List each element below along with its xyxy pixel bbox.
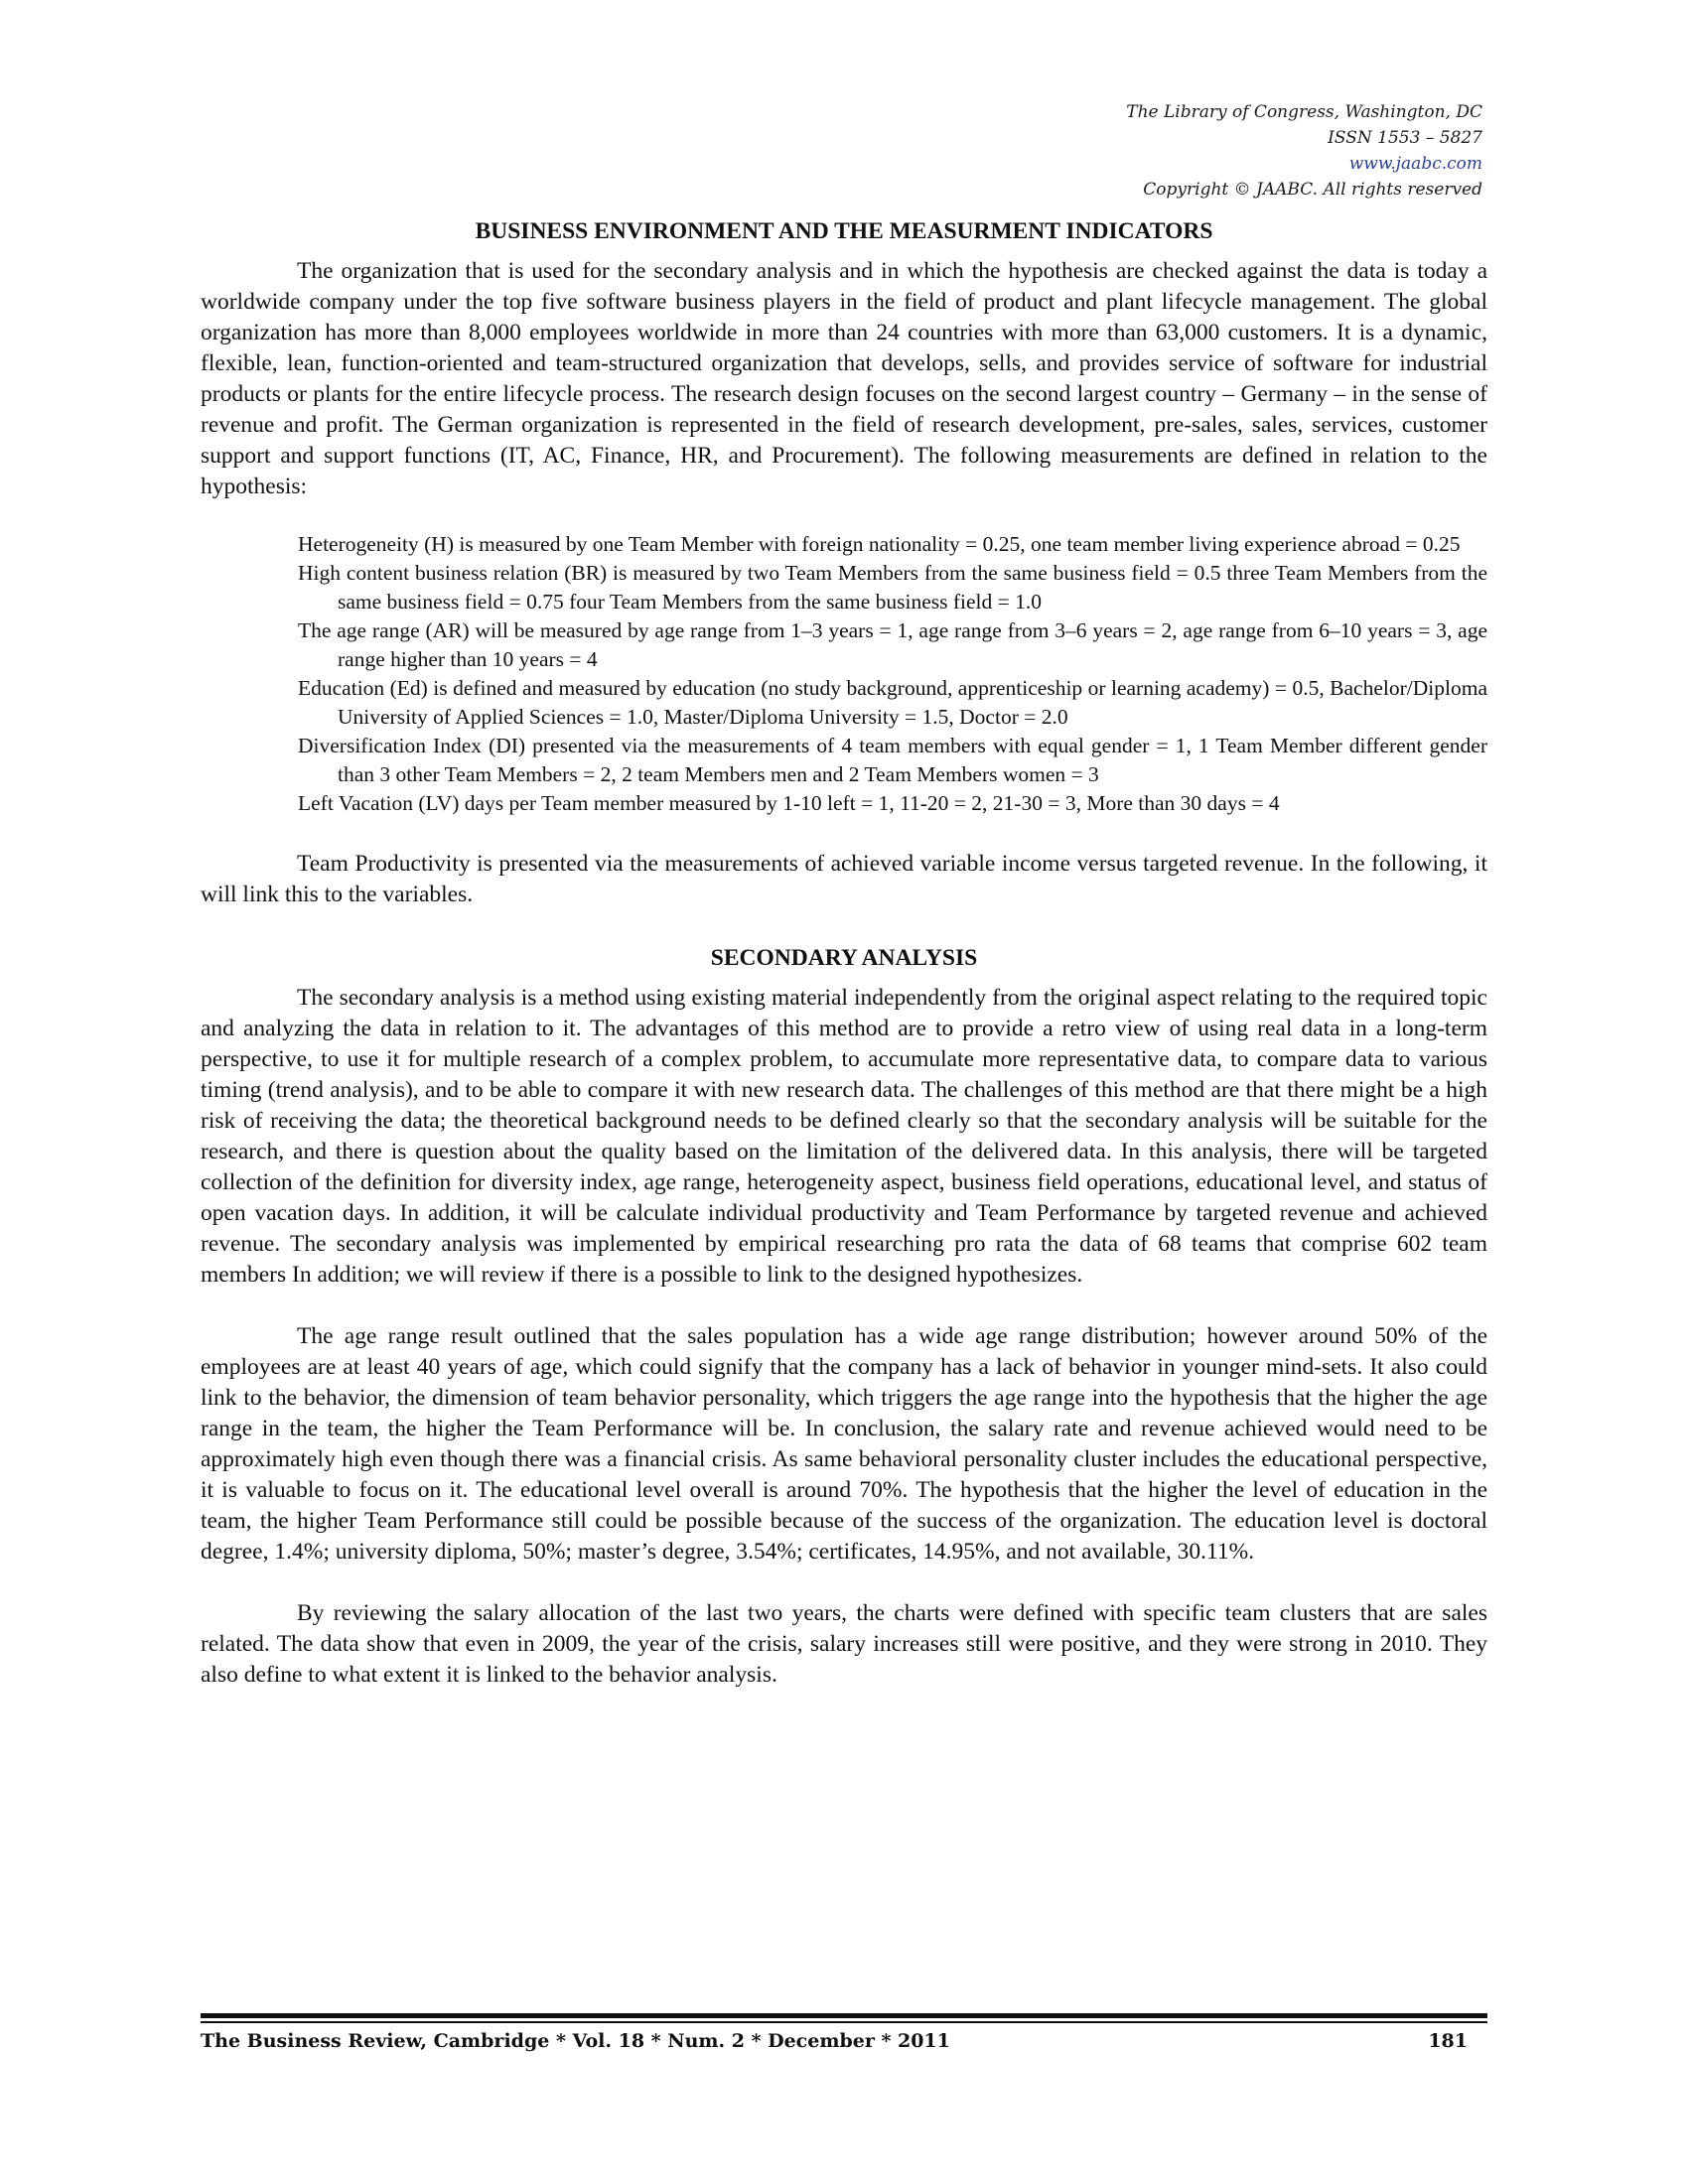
footer-journal-citation: The Business Review, Cambridge * Vol. 18 * Num. 2 * December * 2011 [201, 2030, 950, 2052]
paragraph: The secondary analysis is a method using existing material independently from the original aspect relating to the required topic and analyzing the data in relation to it. The advantages of this method are to provide a retro view of using real data in a long-term perspective, to use it for multiple research of a complex problem, to accumulate more representative data, to compare data to various timing (trend analysis), and to be able to compare it with new research data. The challenges of this method are that there might be a high risk of receiving the data; the theoretical background needs to be defined clearly so that the secondary analysis will be suitable for the research, and there is question about the quality based on the limitation of the delivered data. In this analysis, there will be targeted collection of the definition for diversity index, age range, heterogeneity aspect, business field operations, educational level, and status of open vacation days. In addition, it will be calculate individual productivity and Team Performance by targeted revenue and achieved revenue. The secondary analysis was implemented by empirical researching pro rata the data of 68 teams that comprise 602 team members In addition; we will review if there is a possible to link to the designed hypothesizes. [201, 985, 1487, 1288]
paragraph: Team Productivity is presented via the measurements of achieved variable income versus targeted revenue. In the following, it will link this to the variables. [201, 851, 1487, 907]
measurement-item-age-range: The age range (AR) will be measured by age range from 1–3 years = 1, age range from 3–6 years = 2, age range from 6–10 years = 3, age range higher than 10 years = 4 [298, 618, 1487, 671]
measurement-item-diversification-index: Diversification Index (DI) presented via the measurements of 4 team members with equal gender = 1, 1 Team Member different gender than 3 other Team Members = 2, 2 team Members men and 2 Team Members women = 3 [298, 734, 1487, 786]
header-copyright: Copyright © JAABC. All rights reserved [1143, 180, 1482, 200]
header-website-link[interactable]: www.jaabc.com [1348, 154, 1482, 174]
measurement-item-left-vacation: Left Vacation (LV) days per Team member measured by 1-10 left = 1, 11-20 = 2, 21-30 = 3, More than 30 days = 4 [298, 791, 1280, 815]
paragraph: The age range result outlined that the sales population has a wide age range distribution; however around 50% of the employees are at least 40 years of age, which could signify that the company has a lack of behavior in younger mind-sets. It also could link to the behavior, the dimension of team behavior personality, which triggers the age range into the hypothesis that the higher the age range in the team, the higher the Team Performance will be. In conclusion, the salary rate and revenue achieved would need to be approximately high even though there was a financial crisis. As same behavioral personality cluster includes the educational perspective, it is valuable to focus on it. The educational level overall is around 70%. The hypothesis that the higher the level of education in the team, the higher Team Performance still could be possible because of the success of the organization. The education level is doctoral degree, 1.4%; university diploma, 50%; master’s degree, 3.54%; certificates, 14.95%, and not available, 30.11%. [201, 1323, 1487, 1565]
main-content [201, 216, 1487, 1691]
header-issn: ISSN 1553 – 5827 [1328, 128, 1482, 148]
footer-rule-thick [201, 2013, 1487, 2018]
section-heading-business-environment: BUSINESS ENVIRONMENT AND THE MEASURMENT INDICATORS [475, 218, 1213, 244]
measurement-item-heterogeneity: Heterogeneity (H) is measured by one Team Member with foreign nationality = 0.25, one team member living experience abroad = 0.25 [298, 532, 1461, 556]
measurement-item-education: Education (Ed) is defined and measured by education (no study background, apprenticeship or learning academy) = 0.5, Bachelor/Diploma University of Applied Sciences = 1.0, Master/Diploma University = 1.5, Doctor = 2.0 [298, 676, 1487, 729]
footer-rule-thin [201, 2021, 1487, 2023]
section-heading-secondary-analysis: SECONDARY ANALYSIS [710, 945, 978, 971]
page-footer [201, 2026, 1487, 2056]
paragraph: The organization that is used for the secondary analysis and in which the hypothesis are checked against the data is today a worldwide company under the top five software business players in the field of product and plant lifecycle management. The global organization has more than 8,000 employees worldwide in more than 24 countries with more than 63,000 customers. It is a dynamic, flexible, lean, function-oriented and team-structured organization that develops, sells, and provides service of software for industrial products or plants for the entire lifecycle process. The research design focuses on the second largest country – Germany – in the sense of revenue and profit. The German organization is represented in the field of research development, pre-sales, sales, services, customer support and support functions (IT, AC, Finance, HR, and Procurement). The following measurements are defined in relation to the hypothesis: [201, 258, 1487, 499]
page-number: 181 [1428, 2030, 1468, 2052]
measurement-list [298, 530, 1487, 818]
footer-divider [201, 2013, 1487, 2023]
measurement-item-business-relation: High content business relation (BR) is measured by two Team Members from the same business field = 0.5 three Team Members from the same business field = 0.75 four Team Members from the same business field = 1.0 [298, 561, 1487, 614]
paragraph: By reviewing the salary allocation of the last two years, the charts were defined with specific team clusters that are sales related. The data show that even in 2009, the year of the crisis, salary increases still were positive, and they were strong in 2010. They also define to what extent it is linked to the behavior analysis. [201, 1600, 1487, 1688]
header-library: The Library of Congress, Washington, DC [1126, 102, 1482, 122]
page-header [1126, 99, 1482, 203]
